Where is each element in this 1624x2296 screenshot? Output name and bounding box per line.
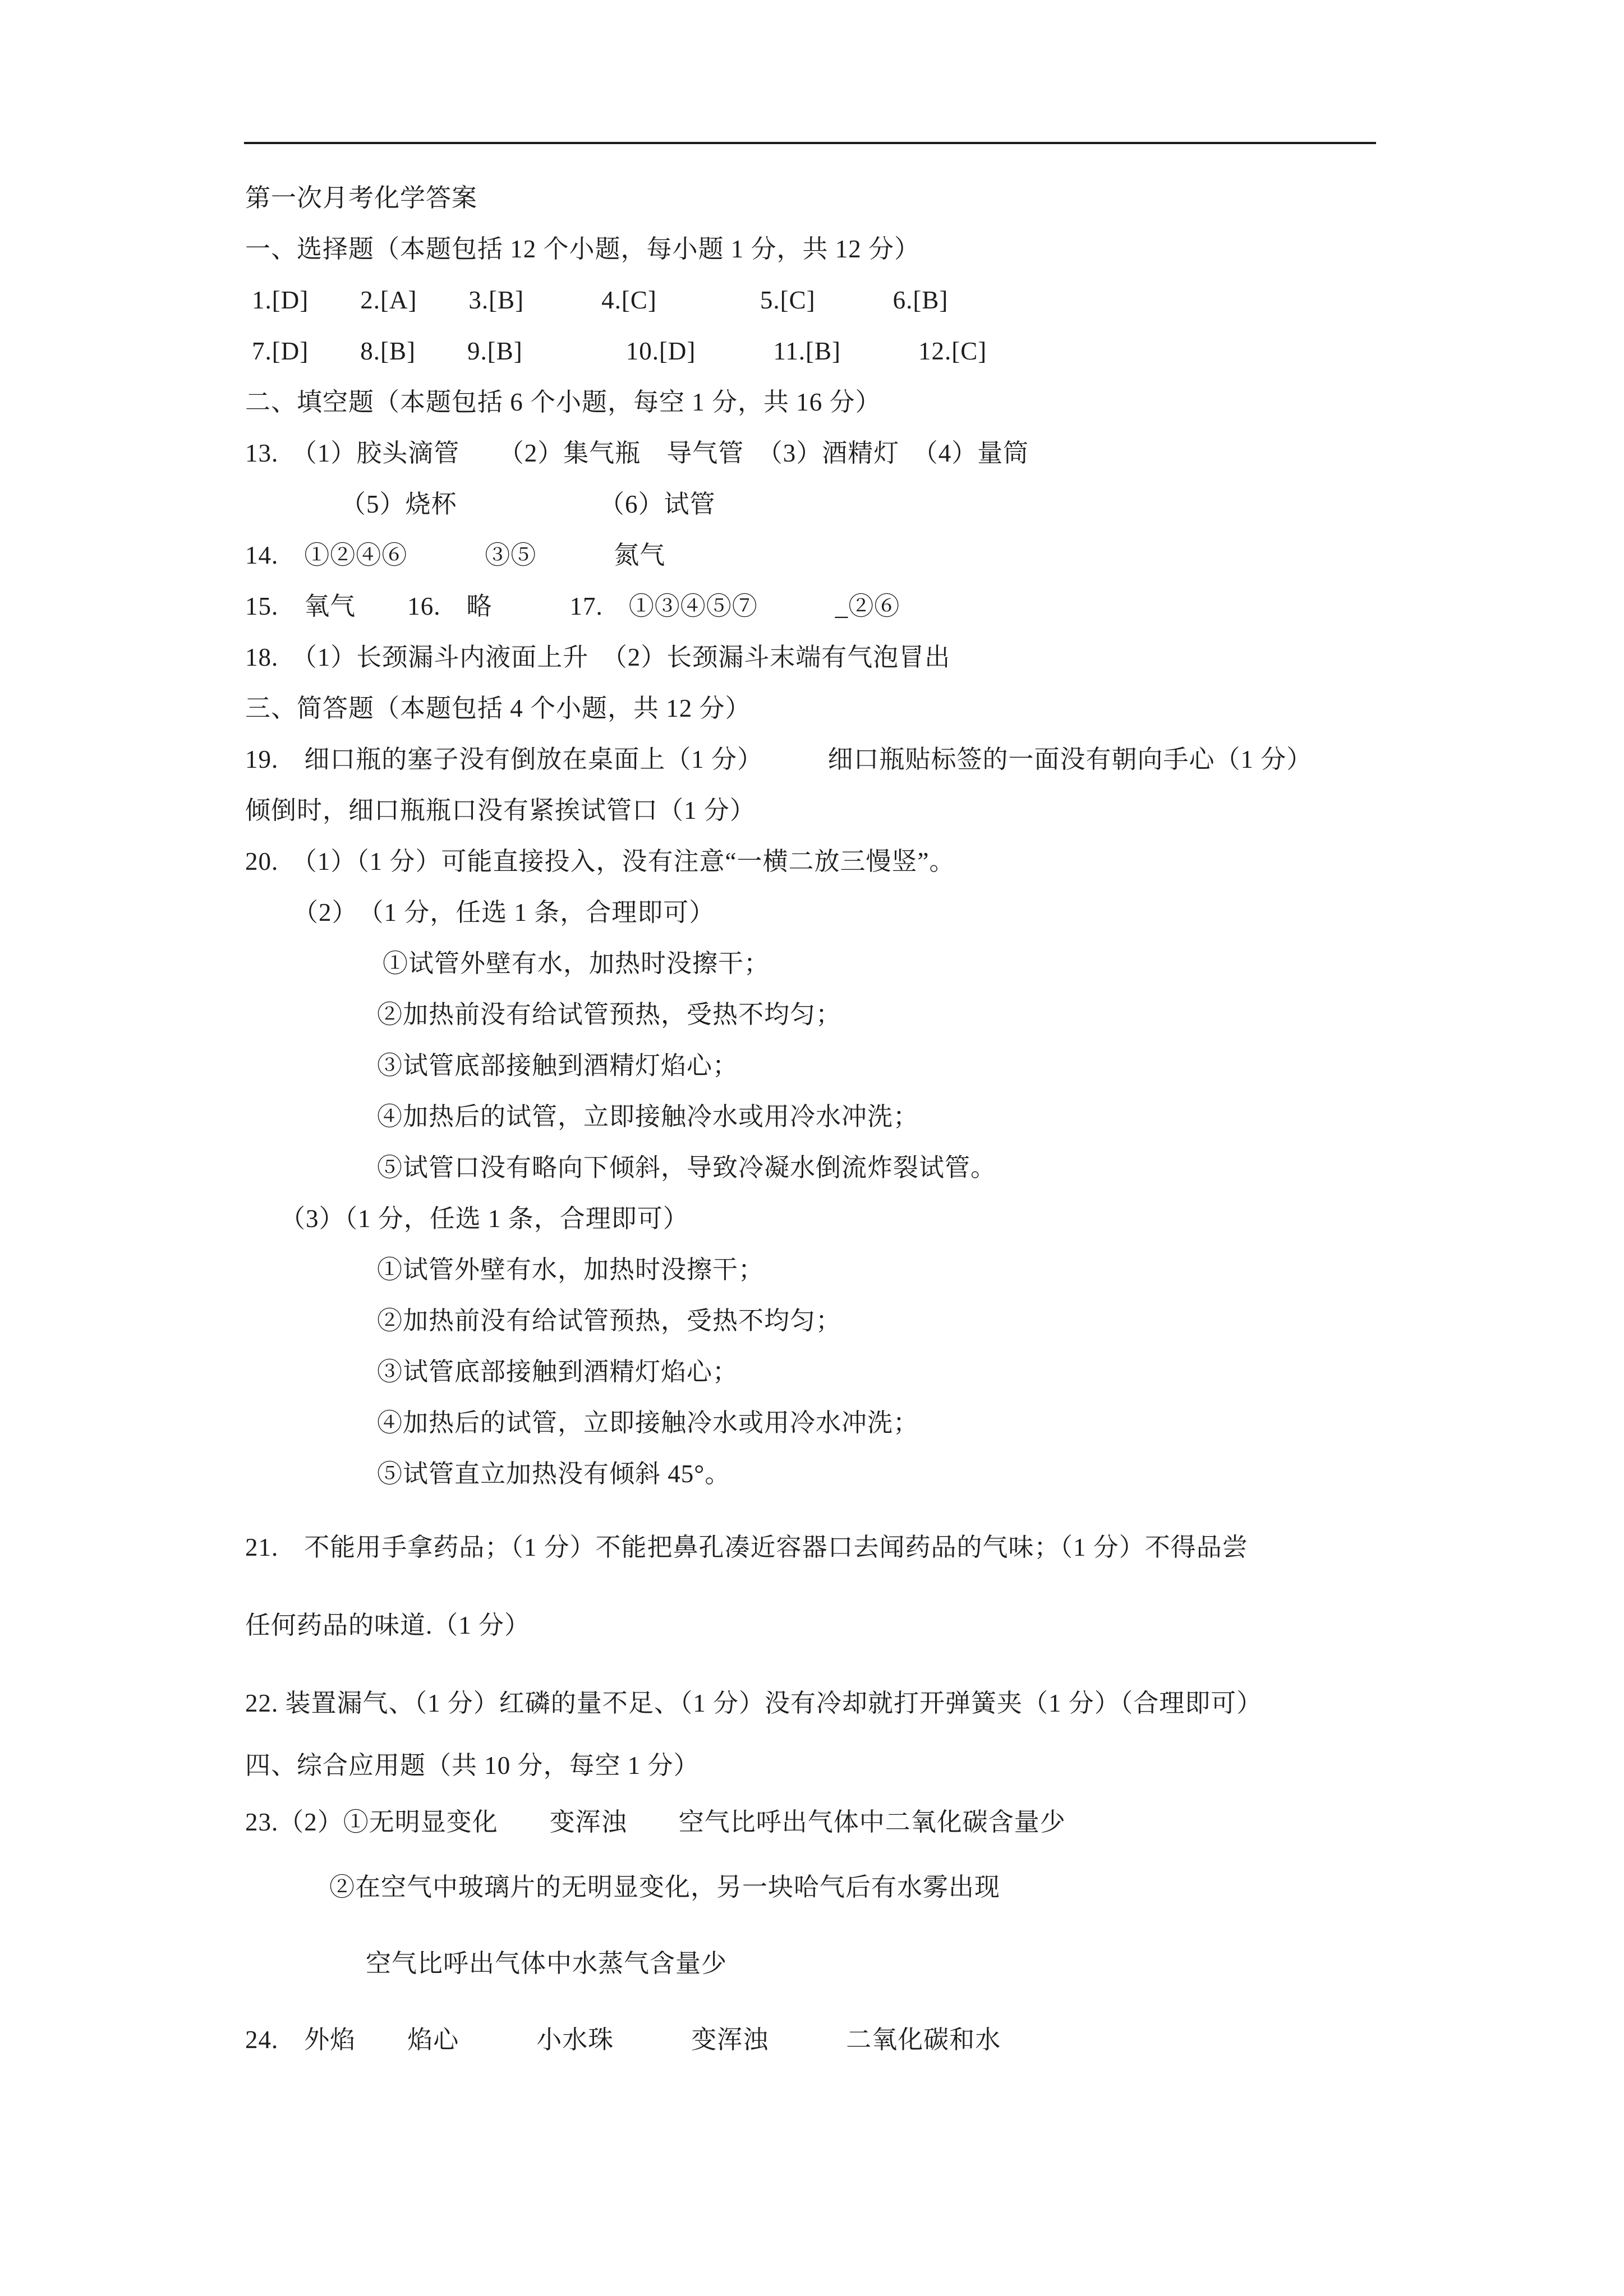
text-line: （3）（1 分，任选 1 条，合理即可） <box>280 1205 689 1233</box>
text-line: ④加热后的试管，立即接触冷水或用冷水冲洗； <box>377 1409 919 1437</box>
text-line: 空气比呼出气体中水蒸气含量少 <box>366 1949 728 1977</box>
text-line: 18. （1）长颈漏斗内液面上升 （2）长颈漏斗末端有气泡冒出 <box>245 643 951 671</box>
text-line: 15. 氧气 16. 略 17. ①③④⑤⑦ _②⑥ <box>245 592 900 620</box>
text-line: 24. 外焰 焰心 小水珠 变浑浊 二氧化碳和水 <box>245 2026 1001 2054</box>
text-line: 一、选择题（本题包括 12 个小题，每小题 1 分，共 12 分） <box>245 235 921 263</box>
text-line: ④加热后的试管，立即接触冷水或用冷水冲洗； <box>377 1103 919 1131</box>
text-line: （5）烧杯 （6）试管 <box>341 490 716 518</box>
text-line: （2） （1 分，任选 1 条，合理即可） <box>293 898 715 926</box>
text-line: 7.[D] 8.[B] 9.[B] 10.[D] 11.[B] 12.[C] <box>252 337 987 365</box>
text-line: 三、简答题（本题包括 4 个小题，共 12 分） <box>245 694 751 722</box>
text-line: 23.（2）①无明显变化 变浑浊 空气比呼出气体中二氧化碳含量少 <box>245 1808 1066 1836</box>
text-line: ②加热前没有给试管预热，受热不均匀； <box>377 1001 842 1029</box>
text-line: ⑤试管直立加热没有倾斜 45°。 <box>377 1460 731 1488</box>
text-line: ①试管外壁有水，加热时没擦干； <box>383 949 770 978</box>
text-line: ②在空气中玻璃片的无明显变化，另一块哈气后有水雾出现 <box>329 1873 1001 1901</box>
text-line: ③试管底部接触到酒精灯焰心； <box>377 1358 739 1386</box>
text-line: 13. （1）胶头滴管 （2）集气瓶 导气管 （3）酒精灯 （4）量筒 <box>245 439 1029 467</box>
text-line: 20. （1）（1 分）可能直接投入，没有注意“一横二放三慢竖”。 <box>245 847 955 875</box>
text-line: ③试管底部接触到酒精灯焰心； <box>377 1052 739 1080</box>
text-line: 二、填空题（本题包括 6 个小题，每空 1 分，共 16 分） <box>245 388 881 416</box>
text-line: 22. 装置漏气、（1 分）红磷的量不足、（1 分）没有冷却就打开弹簧夹（1 分）（合理即可） <box>245 1689 1263 1717</box>
text-line: ①试管外壁有水，加热时没擦干； <box>377 1256 765 1284</box>
text-line: 1.[D] 2.[A] 3.[B] 4.[C] 5.[C] 6.[B] <box>252 286 949 314</box>
header-rule <box>244 142 1376 144</box>
text-line: 14. ①②④⑥ ③⑤ 氮气 <box>245 541 666 569</box>
text-line: 倾倒时，细口瓶瓶口没有紧挨试管口（1 分） <box>245 796 756 824</box>
text-line: 任何药品的味道.（1 分） <box>245 1611 531 1639</box>
page-title: 第一次月考化学答案 <box>245 184 478 212</box>
text-line: 19. 细口瓶的塞子没有倒放在桌面上（1 分） 细口瓶贴标签的一面没有朝向手心（1 分） <box>245 745 1313 773</box>
text-line: ⑤试管口没有略向下倾斜，导致冷凝水倒流炸裂试管。 <box>377 1154 997 1182</box>
text-line: 四、综合应用题（共 10 分，每空 1 分） <box>245 1751 700 1779</box>
document-body <box>245 173 1401 2066</box>
text-line: 21. 不能用手拿药品；（1 分）不能把鼻孔凑近容器口去闻药品的气味；（1 分）不得品尝 <box>245 1533 1248 1561</box>
text-line: ②加热前没有给试管预热，受热不均匀； <box>377 1307 842 1335</box>
